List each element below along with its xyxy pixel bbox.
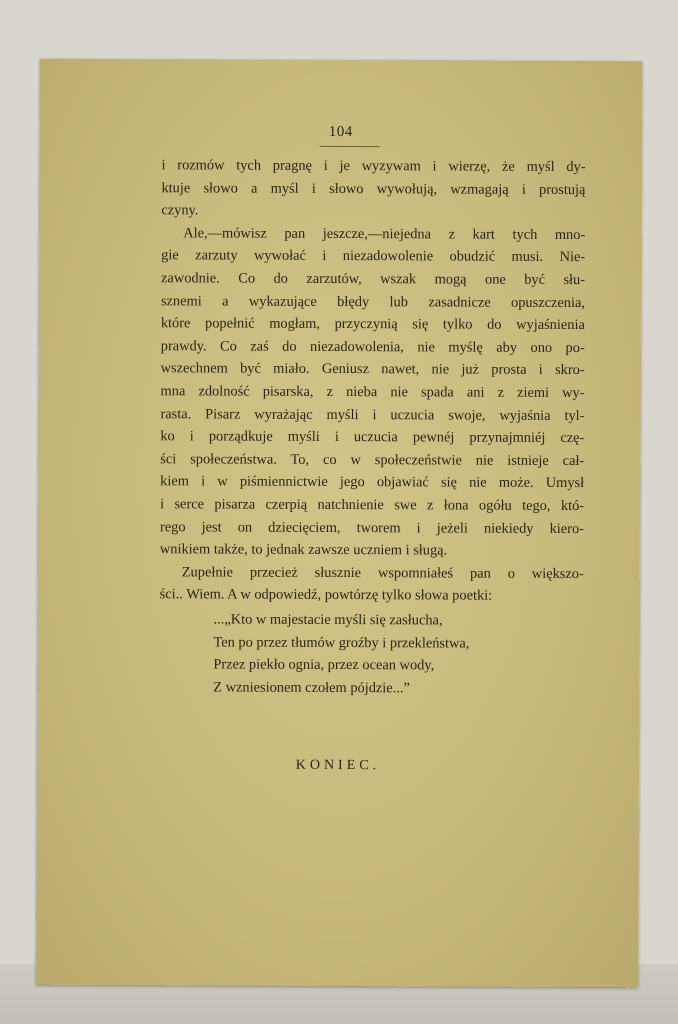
text-line: prawdy. Co zaś do niezadowolenia, nie myślę aby ono po- <box>160 337 585 356</box>
page-number-rule <box>320 146 380 147</box>
verse-quote <box>213 608 573 700</box>
text-line: i serce pisarza czerpią natchnienie swe z łona ogółu tego, któ- <box>160 496 585 514</box>
text-line: gie zarzuty wywołać i niezadowolenie obudzić musi. Nie- <box>161 247 586 266</box>
text-line: i rozmów tych pragnę i je wyzywam i wierzę, że myśl dy- <box>161 157 586 176</box>
verse-line: Z wzniesionem czołem pójdzie...” <box>213 679 410 697</box>
text-line: Ale,—mówisz pan jeszcze,—niejedna z kart tych mno- <box>183 225 586 243</box>
book-page <box>36 59 642 988</box>
text-line: rego jest on dziecięciem, tworem i jeżeli niekiedy kiero- <box>159 518 585 537</box>
text-line: zawodnie. Co do zarzutów, wszak mogą one być słu- <box>161 270 586 289</box>
text-line: wnikiem także, to jednak zawsze uczniem i sługą. <box>159 541 448 559</box>
text-line: ktuje słowo a myśl i słowo wywołują, wzmagają i prostują <box>161 179 586 198</box>
body-text <box>160 154 586 608</box>
text-line: które popełnić mogłam, przyczynią się tylko do wyjaśnienia <box>160 315 585 334</box>
ending-word: KONIEC. <box>295 757 381 774</box>
text-line: ko i porządkuje myśli i uczucia pewnéj przynajmniéj czę- <box>160 428 585 447</box>
verse-line: Ten po przez tłumów groźby i przekleństwa, <box>213 634 470 652</box>
text-line: ści społeczeństwa. To, co w społeczeństwie nie istnieje cał- <box>160 450 585 469</box>
verse-line: ...„Kto w majestacie myśli się zasłucha, <box>213 611 443 629</box>
page-number: 104 <box>328 123 353 141</box>
text-line: czyny. <box>161 202 199 219</box>
text-line: sznemi a wykazujące błędy lub zasadnicze opuszczenia, <box>160 292 585 311</box>
text-line: mna zdolność pisarska, z nieba nie spada ani z ziemi wy- <box>160 383 585 402</box>
verse-line: Przez piekło ognia, przez ocean wody, <box>213 656 435 674</box>
text-line: wszechnem być miało. Geniusz nawet, nie już prosta i skro- <box>160 360 585 379</box>
text-line: ści.. Wiem. A w odpowiedź, powtórzę tylko słowa poetki: <box>159 586 493 604</box>
text-line: kiem i w piśmiennictwie jego objawiać się nie może. Umysł <box>160 473 585 492</box>
text-line: Zupełnie przecież słusznie wspomniałeś pan o większo- <box>181 564 584 582</box>
text-line: rasta. Pisarz wyrażając myśli i uczucia swoje, wyjaśnia tyl- <box>160 405 585 424</box>
